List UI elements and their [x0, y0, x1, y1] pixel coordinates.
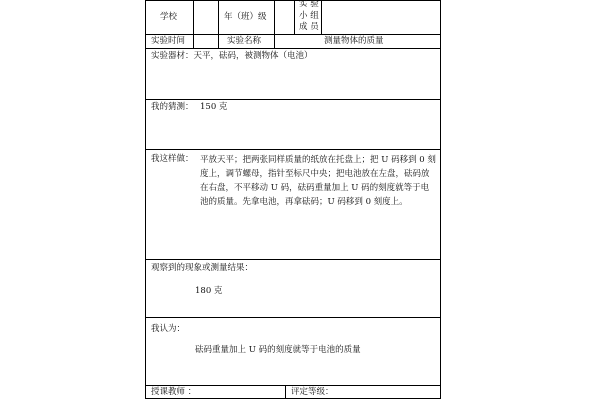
observation-label: 观察到的现象或测量结果：	[151, 263, 254, 273]
conclusion-text: 砝码重量加上 U 码的刻度就等于电池的质量	[195, 345, 361, 355]
col-divider-footer	[285, 385, 286, 399]
border-top	[145, 0, 441, 1]
teacher-label: 授课教师 ：	[151, 387, 197, 397]
procedure-text: 平放天平；把两张同样质量的纸放在托盘上；把 U 码移到 0 刻度上，调节螺母，指针至标尺中央；把电池放在左盘，砝码放在右盘，不平移动 U 码，砝码重量加上 U 码的刻度就等于电池的质量。先拿电池，再拿砝码；U 码移到 0 刻度上。	[200, 155, 436, 207]
exp-name-value: 测量物体的质量	[324, 36, 384, 46]
conclusion-label: 我认为：	[151, 324, 186, 334]
col-divider-time-value	[218, 34, 219, 48]
col-divider-grade	[274, 0, 275, 34]
col-divider-grade-value	[294, 0, 295, 34]
group-members-label: 实 验 小 组 成 员	[299, 0, 319, 32]
guess-label: 我的猜测：	[151, 102, 194, 112]
procedure-label: 我这样做：	[151, 154, 194, 164]
border-bottom	[145, 398, 441, 399]
row-divider-4	[145, 149, 441, 150]
row-divider-1	[145, 34, 441, 35]
border-right	[440, 0, 441, 399]
row-divider-3	[145, 99, 441, 100]
guess-value: 150 克	[200, 102, 228, 112]
col-divider-group	[321, 0, 322, 34]
observation-value: 180 克	[195, 286, 223, 296]
grade-eval-label: 评定等级：	[291, 387, 334, 397]
border-left	[145, 0, 146, 399]
row-divider-5	[145, 259, 441, 260]
equipment-text: 实验器材：天平，砝码，被测物体（电池）	[151, 51, 313, 61]
col-divider-school-value	[218, 0, 219, 34]
school-label: 学校	[160, 12, 178, 22]
grade-label: 年（班）级	[224, 12, 267, 22]
exp-time-label: 实验时间	[151, 36, 186, 46]
row-divider-2	[145, 48, 441, 49]
col-divider-time	[193, 34, 194, 48]
row-divider-6	[145, 317, 441, 318]
col-divider-exp-name	[274, 34, 275, 48]
exp-name-label: 实验名称	[227, 36, 262, 46]
col-divider-school	[193, 0, 194, 34]
